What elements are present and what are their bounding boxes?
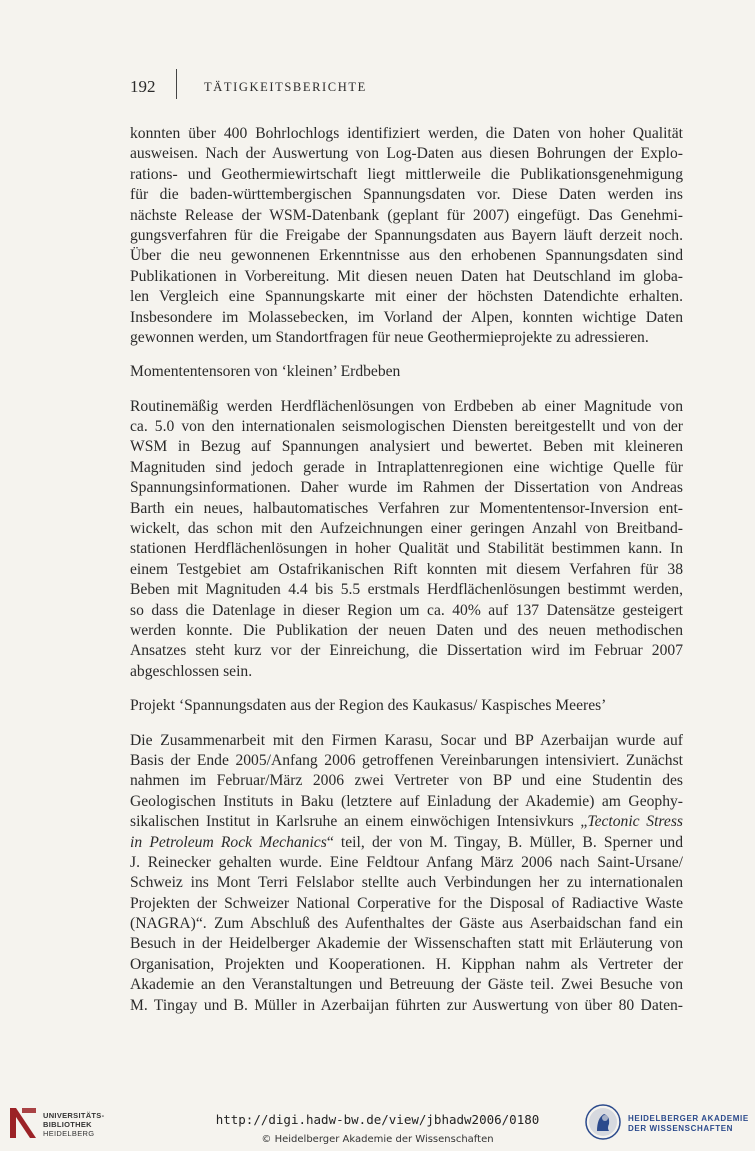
text-line: nächste Release der WSM-Datenbank (geplant für 2007) eingefügt. Das Genehmi- — [130, 206, 683, 224]
digitization-footer — [0, 1098, 755, 1151]
text-line: Projekten der Schweizer National Corperative for the Disposal of Radiactive Waste — [130, 894, 683, 912]
text-line: so dass die Datenlage in dieser Region um ca. 40% auf 137 Datensätze gesteigert — [130, 601, 683, 619]
text-line: nahmen im Februar/März 2006 zwei Vertreter von BP und eine Studentin des — [130, 772, 683, 790]
text-line: Über die neu gewonnenen Erkenntnisse aus den erhobenen Spannungsdaten sind — [130, 247, 683, 265]
paragraph-3 — [130, 731, 683, 1016]
text-line: Die Zusammenarbeit mit den Firmen Karasu, Socar und BP Azerbaijan wurde auf — [130, 731, 683, 749]
text-line: Beben mit Magnituden 4.4 bis 5.5 erstmals Herdflächenlösungen bestimmt werden, — [130, 581, 683, 599]
university-library-name: UNIVERSITÄTS- BIBLIOTHEK HEIDELBERG — [43, 1111, 105, 1138]
academy-seal-icon — [585, 1104, 621, 1140]
page-number: 192 — [130, 77, 156, 96]
permalink-url[interactable]: http://digi.hadw-bw.de/view/jbhadw2006/0180 — [215, 1112, 540, 1127]
text-line: wickelt, das schon mit den Aufzeichnungen einer geringen Anzahl von Breitband- — [130, 520, 683, 538]
italic-title-segment: Tectonic Stress — [587, 813, 683, 831]
text-line: Insbesondere im Molassebecken, im Vorland der Alpen, konnten wichtige Daten — [130, 308, 683, 326]
text-line: Schweiz ins Mont Terri Felslabor stellte auch Verbindungen her zu internationalen — [130, 874, 683, 892]
text-line: Barth ein neues, halbautomatisches Verfahren zur Momententensor-Inversion ent- — [130, 499, 683, 517]
text-line: Geologischen Instituts in Baku (letztere auf Einladung der Akademie) am Geophy- — [130, 792, 683, 810]
text-line: werden konnte. Die Publikation der neuen Daten und des neuen methodischen — [130, 621, 683, 639]
text-line: gungsverfahren für die Freigabe der Spannungsdaten aus Bayern läuft derzeit noch. — [130, 226, 683, 244]
text-line: ca. 5.0 von den internationalen seismologischen Diensten bereitgestellt und von der — [130, 418, 683, 436]
text-line: abgeschlossen sein. — [130, 662, 253, 680]
text-line: gewonnen werden, um Standortfragen für neue Geothermieprojekte zu adressieren. — [130, 328, 649, 346]
text-line: Basis der Ende 2005/Anfang 2006 getroffenen Vereinbarungen intensiviert. Zunächst — [130, 751, 683, 769]
text-line — [130, 833, 683, 853]
text-line: einem Testgebiet am Ostafrikanischen Rift konnten mit diesem Verfahren für 38 — [130, 560, 683, 578]
text-line: Magnituden sind jedoch gerade in Intraplattenregionen eine wichtige Quelle für — [130, 458, 683, 476]
text-line: für die baden-württembergischen Spannungsdaten vor. Diese Daten werden ins — [130, 186, 683, 204]
text-line: (NAGRA)“. Zum Abschluß des Aufenthaltes der Gäste aus Aserbaidschan fand ein — [130, 915, 683, 933]
text-line: ausweisen. Nach der Auswertung von Log-Daten aus diesen Bohrungen der Explo- — [130, 145, 683, 163]
academy-name: HEIDELBERGER AKADEMIE DER WISSENSCHAFTEN — [628, 1114, 749, 1133]
text-line: Besuch in der Heidelberger Akademie der Wissenschaften statt mit Erläuterung von — [130, 935, 683, 953]
text-line: stationen Herdflächenlösungen in hoher Qualität und Stabilität bestimmen kann. In — [130, 540, 683, 558]
text-line: len Vergleich eine Spannungskarte mit einer der höchsten Datendichte erhalten. — [130, 288, 683, 306]
body-text — [130, 124, 683, 1016]
text-line: Ansatzes steht kurz vor der Einreichung, die Dissertation wird im Februar 2007 — [130, 642, 683, 660]
text-line: Spannungsinformationen. Daher wurde im Rahmen der Dissertation von Andreas — [130, 479, 683, 497]
text-line: M. Tingay und B. Müller in Azerbaijan führten zur Auswertung von über 80 Daten- — [130, 996, 683, 1014]
running-head — [130, 77, 630, 99]
text-line: Publikationen in Vorbereitung. Mit diesen neuen Daten hat Deutschland im globa- — [130, 267, 683, 285]
italic-title-segment: in Petroleum Rock Mechanics — [130, 833, 327, 851]
running-title: TÄTIGKEITSBERICHTE — [204, 80, 367, 94]
text-line: rations- und Geothermiewirtschaft liegt mittlerweile die Publikationsgenehmigung — [130, 165, 683, 183]
text-line: Organisation, Projekten und Kooperationen. H. Kipphan nahm als Vertreter der — [130, 955, 683, 973]
text-line: WSM in Bezug auf Spannungen analysiert und bewertet. Beben mit kleineren — [130, 438, 683, 456]
section-heading-momententensoren: Momententensoren von ‘kleinen’ Erdbeben — [130, 363, 401, 381]
text-line: konnten über 400 Bohrlochlogs identifiziert werden, die Daten von hoher Qualität — [130, 125, 683, 142]
text-line: Routinemäßig werden Herdflächenlösungen von Erdbeben ab einer Magnitude von — [130, 397, 683, 415]
paragraph-2 — [130, 397, 683, 682]
text-line: Akademie an den Veranstaltungen und Betreuung der Gäste teil. Zwei Besuche von — [130, 976, 683, 994]
text-segment: sikalischen Institut in Karlsruhe an einem einwöchigen Intensivkurs „ — [130, 813, 588, 831]
paragraph-1 — [130, 124, 683, 348]
copyright-notice: © Heidelberger Akademie der Wissenschaften — [261, 1134, 494, 1145]
text-segment: “ teil, der von M. Tingay, B. Müller, B. Sperner und — [326, 833, 683, 851]
section-heading-kaukasus: Projekt ‘Spannungsdaten aus der Region des Kaukasus/ Kaspisches Meeres’ — [130, 697, 607, 715]
text-line — [130, 812, 683, 832]
text-line: J. Reinecker gehalten wurde. Eine Feldtour Anfang März 2006 nach Saint-Ursane/ — [130, 853, 683, 871]
header-divider — [176, 69, 177, 99]
